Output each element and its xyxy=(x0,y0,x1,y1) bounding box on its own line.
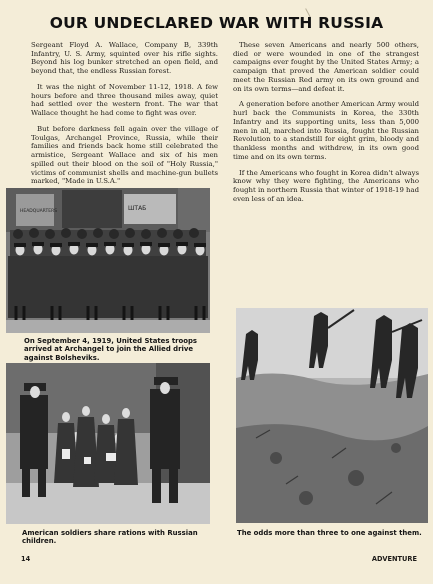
magazine-name: ADVENTURE xyxy=(371,555,417,563)
rations-photo-image xyxy=(6,363,210,524)
article-column-left xyxy=(31,41,218,193)
battle-photo xyxy=(236,308,428,523)
rations-photo-caption: American soldiers share rations with Russian children. xyxy=(22,529,198,546)
battle-photo-caption: The odds more than three to one against them. xyxy=(237,529,422,537)
article-column-right xyxy=(233,41,419,211)
troops-photo xyxy=(6,188,210,333)
rations-photo xyxy=(6,363,210,524)
paragraph: If the Americans who fought in Korea didn't always know why they were fighting, the Americans who fought in northern Russia that winter of 1918-19 had even less of an idea. xyxy=(233,168,419,203)
battle-photo-image xyxy=(236,308,428,523)
paragraph: But before darkness fell again over the village of Toulgas, Archangel Province, Russia, while their families and friends back home still celebrated the armistice, Sergeant Wallace and six of his men spilled out their blood on the soil of "Holy Russia," victims of communist shells and machine-gun bullets marked, "Made in U.S.A." xyxy=(31,125,218,186)
sign-right: ШТАБ xyxy=(128,205,147,212)
troops-photo-image xyxy=(6,188,210,333)
paragraph: These seven Americans and nearly 500 others, died or were wounded in one of the strangest campaigns ever fought by the United States Army; a campaign that proved the American soldier could meet the Russian Red army on its own ground and on its own terms—and defeat it. xyxy=(233,41,419,93)
troops-photo-caption: On September 4, 1919, United States troops arrived at Archangel to join the Allied drive against Bolsheviks. xyxy=(24,337,198,362)
paragraph: A generation before another American Army would hurl back the Communists in Korea, the 330th Infantry and its supporting units, less than 5,000 men in all, marched into Russia, fought the Russian Revolution to a standstill for eight grim, bloody and thankless months and withdrew, in its own good time and on its own terms. xyxy=(233,100,419,161)
article-title: OUR UNDECLARED WAR WITH RUSSIA xyxy=(49,14,384,32)
paragraph: Sergeant Floyd A. Wallace, Company B, 339th Infantry, U. S. Army, squinted over his rifle sights. Beyond his log bunker stretched an open field, and beyond that, the endless Russian forest. xyxy=(31,41,218,76)
page-number: 14 xyxy=(21,555,31,563)
sign-left: HEADQUARTERS xyxy=(20,209,58,214)
paragraph: It was the night of November 11-12, 1918. A few hours before and three thousand miles away, quiet had settled over the western front. The war that Wallace thought he had come to fight was over. xyxy=(31,83,218,118)
